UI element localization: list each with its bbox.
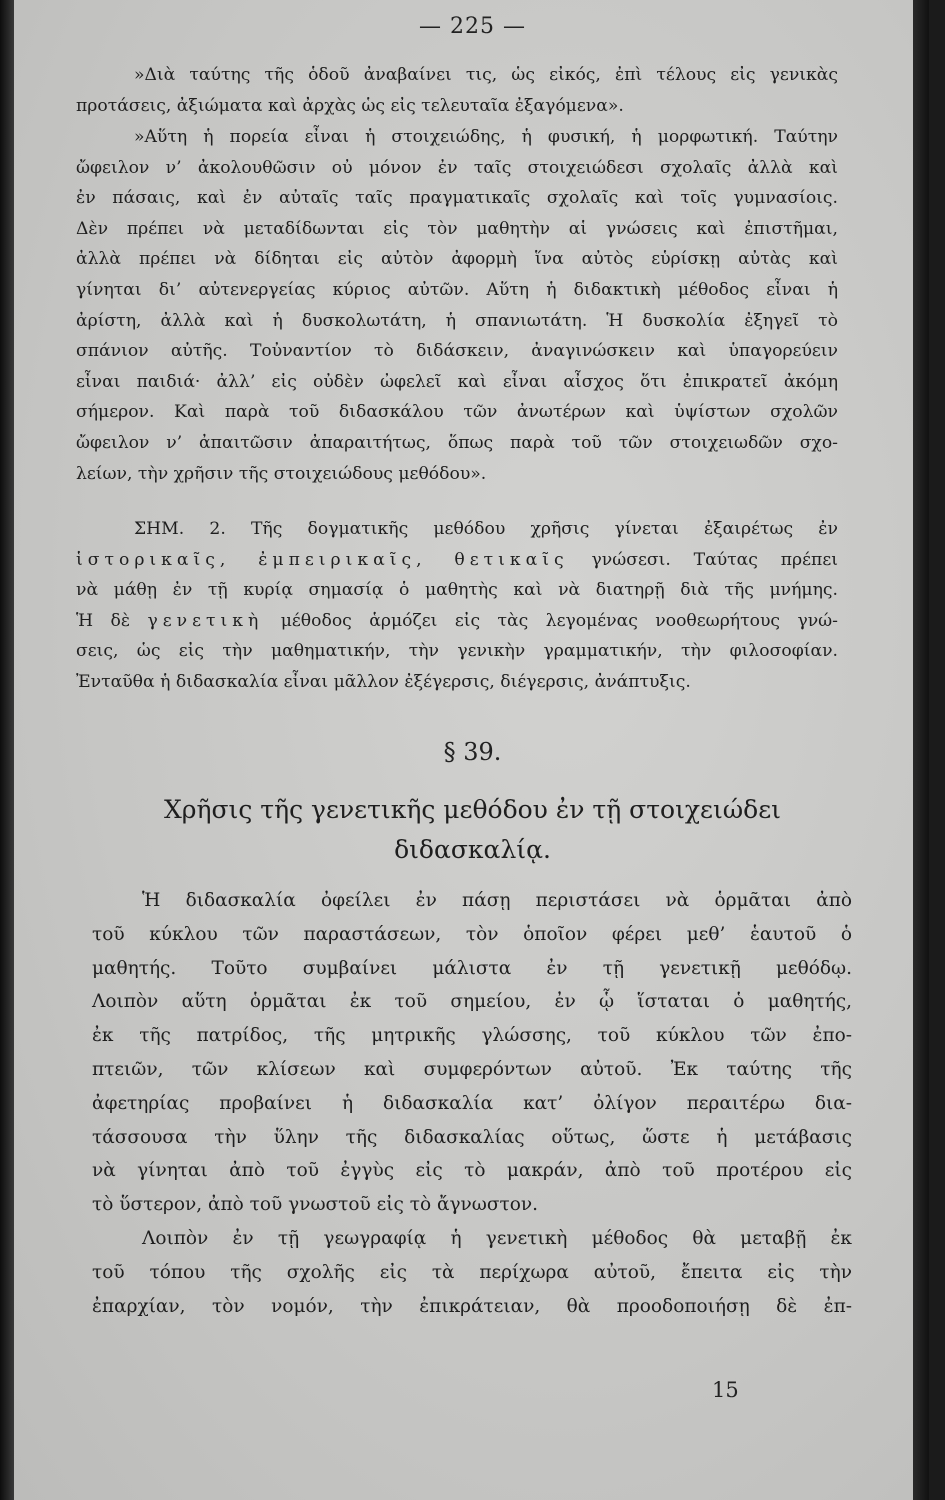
text-line <box>76 606 838 637</box>
spaced-emphasis: γενετικὴ <box>147 610 264 631</box>
text-line: »Διὰ ταύτης τῆς ὁδοῦ ἀναβαίνει τις, ὡς εἰκός, ἐπὶ τέλους εἰς γενικὰς <box>134 65 838 85</box>
text-line <box>76 514 838 545</box>
text-line: Λοιπὸν ἐν τῇ γεωγραφίᾳ ἡ γενετικὴ μέθοδος θὰ μεταβῇ ἐκ <box>142 1227 852 1249</box>
signature-mark: 15 <box>712 1378 739 1402</box>
heading-line: διδασκαλίᾳ. <box>394 835 551 864</box>
quote-paragraph-2 <box>76 122 838 489</box>
text-line: »Αὕτη ἡ πορεία εἶναι ἡ στοιχειώδης, ἡ φυσική, ἡ μορφωτική. Ταύτην <box>134 127 838 147</box>
text-line: Λοιπὸν αὕτη ὁρμᾶται ἐκ τοῦ σημείου, ἐν ᾧ ἵσταται ὁ μαθητής, <box>92 991 852 1013</box>
text-line: Ἡ διδασκαλία ὀφείλει ἐν πάσῃ περιστάσει νὰ ὁρμᾶται ἀπὸ <box>142 890 852 911</box>
note-text: μέθοδος ἁρμόζει εἰς τὰς λεγομένας νοοθεωρήτους γνώ- <box>280 610 838 631</box>
text-line: προτάσεις, ἀξιώματα καὶ ἀρχὰς ὡς εἰς τελευταῖα ἐξαγόμενα». <box>76 95 624 116</box>
text-line: γίνηται δι’ αὐτενεργείας κύριος αὐτῶν. Αὕτη ἡ διδακτικὴ μέθοδος εἶναι ἡ <box>76 279 838 300</box>
text-line: ὤφειλον ν’ ἀπαιτῶσιν ἀπαραιτήτως, ὅπως παρὰ τοῦ τῶν στοιχειωδῶν σχο- <box>76 432 838 453</box>
text-line: λείων, τὴν χρῆσιν τῆς στοιχειώδους μεθόδου». <box>76 463 487 484</box>
text-line: ἐν πάσαις, καὶ ἐν αὐταῖς ταῖς πραγματικαῖς σχολαῖς καὶ τοῖς γυμνασίοις. <box>76 188 838 209</box>
body-paragraphs <box>92 884 852 1323</box>
note-text: γνώσεσι. Ταύτας πρέπει <box>591 549 838 570</box>
note-paragraph <box>76 514 838 698</box>
text-line: ἀφετηρίας προβαίνει ἡ διδασκαλία κατ’ ὀλίγον περαιτέρω δια- <box>92 1092 852 1114</box>
text-line: ἐπαρχίαν, τὸν νομόν, τὴν ἐπικράτειαν, θὰ προοδοποιήσῃ δὲ ἐπ- <box>92 1295 852 1317</box>
text-line: σήμερον. Καὶ παρὰ τοῦ διδασκάλου τῶν ἀνωτέρων καὶ ὑψίστων σχολῶν <box>76 402 838 423</box>
heading-line: Χρῆσις τῆς γενετικῆς μεθόδου ἐν τῇ στοιχειώδει <box>164 795 781 824</box>
text-line: Δὲν πρέπει νὰ μεταδίδωνται εἰς τὸν μαθητὴν αἱ γνώσεις καὶ ἐπιστῆμαι, <box>76 218 838 239</box>
text-line <box>76 545 838 576</box>
note-text: Τῆς δογματικῆς μεθόδου χρῆσις γίνεται ἐξαιρέτως ἐν <box>250 519 838 539</box>
text-line: ἀρίστη, ἀλλὰ καὶ ἡ δυσκολωτάτη, ἡ σπανιωτάτη. Ἡ δυσκολία ἐξηγεῖ τὸ <box>76 310 838 331</box>
note-label: ΣΗΜ. 2. <box>134 519 226 539</box>
quote-paragraph-1 <box>76 60 838 121</box>
text-line: τοῦ τόπου τῆς σχολῆς εἰς τὰ περίχωρα αὐτοῦ, ἔπειτα εἰς τὴν <box>92 1261 852 1283</box>
text-line: σπάνιον αὐτῆς. Τοὐναντίον τὸ διδάσκειν, ἀναγινώσκειν καὶ ὑπαγορεύειν <box>76 341 838 362</box>
text-line: Ἐνταῦθα ἡ διδασκαλία εἶναι μᾶλλον ἐξέγερσις, διέγερσις, ἀνάπτυξις. <box>76 671 691 692</box>
note-text: Ἡ δὲ <box>76 610 131 631</box>
text-line: πτειῶν, τῶν κλίσεων καὶ συμφερόντων αὐτοῦ. Ἐκ ταύτης τῆς <box>92 1058 852 1080</box>
text-line: ἐκ τῆς πατρίδος, τῆς μητρικῆς γλώσσης, τοῦ κύκλου τῶν ἐπο- <box>92 1025 852 1047</box>
text-line: τὸ ὕστερον, ἀπὸ τοῦ γνωστοῦ εἰς τὸ ἄγνωστον. <box>92 1194 538 1216</box>
spaced-emphasis: ἱστορικαῖς, ἐμπειρικαῖς, θετικαῖς <box>76 549 569 570</box>
text-line: εἶναι παιδιά· ἀλλ’ εἰς οὐδὲν ὠφελεῖ καὶ εἶναι αἶσχος ὅτι ἐπικρατεῖ ἀκόμη <box>76 371 838 392</box>
text-line: νὰ γίνηται ἀπὸ τοῦ ἐγγὺς εἰς τὸ μακράν, ἀπὸ τοῦ προτέρου εἰς <box>92 1160 852 1182</box>
section-heading <box>100 790 845 870</box>
text-line: σεις, ὡς εἰς τὴν μαθηματικήν, τὴν γενικὴν γραμματικήν, τὴν φιλοσοφίαν. <box>76 641 838 662</box>
text-line: νὰ μάθῃ ἐν τῇ κυρίᾳ σημασίᾳ ὁ μαθητὴς καὶ νὰ διατηρῇ διὰ τῆς μνήμης. <box>76 580 838 601</box>
text-line: μαθητής. Τοῦτο συμβαίνει μάλιστα ἐν τῇ γενετικῇ μεθόδῳ. <box>92 957 852 979</box>
text-line: ἀλλὰ πρέπει νὰ δίδηται εἰς αὐτὸν ἀφορμὴ ἵνα αὐτὸς εὑρίσκῃ αὐτὰς καὶ <box>76 249 838 270</box>
text-line: τοῦ κύκλου τῶν παραστάσεων, τὸν ὁποῖον φέρει μεθ’ ἑαυτοῦ ὁ <box>92 923 852 945</box>
text-line: ὤφειλον ν’ ἀκολουθῶσιν οὐ μόνον ἐν ταῖς στοιχειώδεσι σχολαῖς ἀλλὰ καὶ <box>76 157 838 178</box>
page-number: — 225 — <box>419 14 526 39</box>
text-line: τάσσουσα τὴν ὕλην τῆς διδασκαλίας οὕτως, ὥστε ἡ μετάβασις <box>92 1126 852 1148</box>
section-number: § 39. <box>443 738 502 766</box>
